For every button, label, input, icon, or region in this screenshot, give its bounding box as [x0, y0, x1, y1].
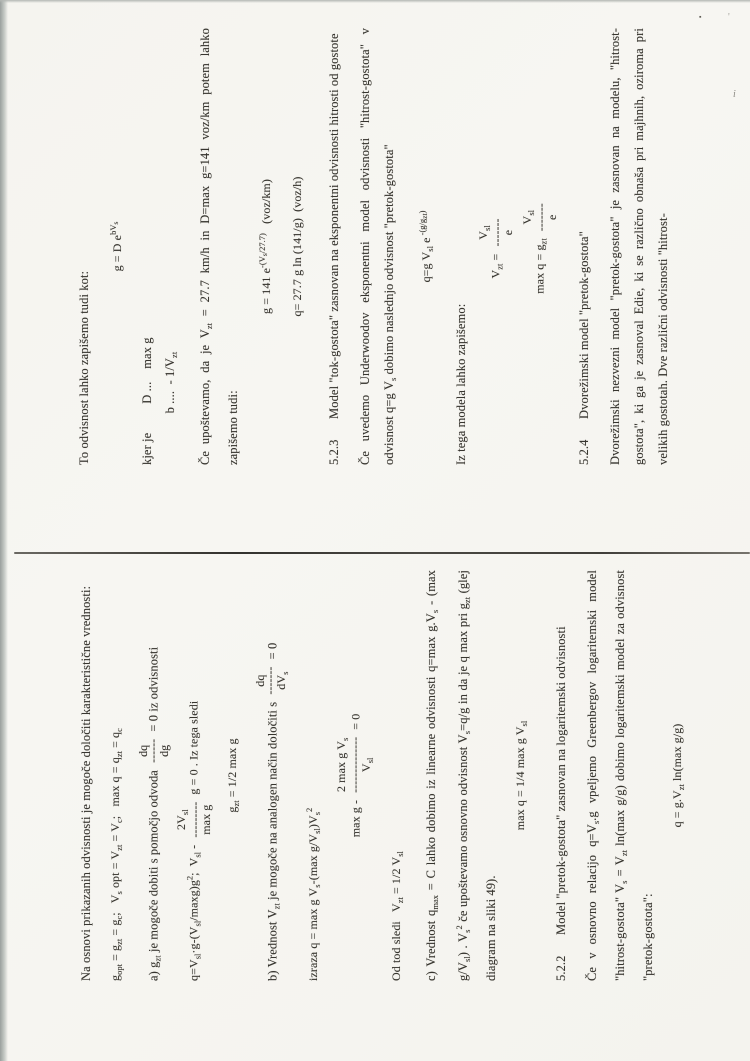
intro-paragraph: Na osnovi prikazanih odvisnosti je mogoče določiti karakteristične vrednosti: — [79, 585, 93, 981]
scan-speck: ' — [728, 12, 730, 23]
expression-line: izraza q = max g $V_s-(\max$ $g/V_{sl})V_s^2$ — [304, 807, 322, 981]
numeric-values-paragraph: Če upoštevamo, da je $V_{zt} = 27.7$ km/h in D=max g=141 voz/km potem lahko zapišemo tudi: — [198, 28, 240, 465]
exponential-density-formula: g = D $e^{bV_s}$ — [108, 221, 124, 272]
scan-speck: ▪ — [699, 13, 702, 21]
item-b-paragraph: b) Vrednost $V_{zt}$ je mogoče na analogen način določiti s dq ------- $dV_s$ = 0 — [253, 642, 290, 981]
section-title: Model "pretok-gostota" zasnovan na logaritemski odvisnosti — [554, 626, 568, 935]
fraction: $V_{sl}$ ------- e — [476, 218, 515, 247]
gzt-result-formula: $g_{zt} = 1/2$ max g — [225, 738, 241, 813]
q-numeric-formula: q= 27.7 g ln (141/g) (voz/h) — [290, 176, 304, 317]
g-numeric-formula: g = 141 $e^{-(V_s/27.7)}$ (voz/km) — [257, 179, 273, 314]
scan-edge-shadow-left — [0, 0, 8, 1061]
fraction: $2V_{sl}$ --------- max g — [174, 801, 213, 838]
edie-paragraph: Dvorežimski nezvezni model "pretok-gostota" je zasnovan na modelu, "hitrost-gostota", ki ga je zasnoval Edie, ki se različno obnaša pri majhnih, oziroma pri velikih gostotah. Dve različni odvisnosti "hitrost- — [608, 28, 670, 465]
underwood-formula: q=g $V_{sl}$ e $^{-(g/g_{zt})}$ — [417, 210, 435, 283]
max-q-formula: max q = 1/4 max g $V_{sl}$ — [513, 720, 529, 831]
item-a-paragraph: a) $g_{zt}$ je mogoče dobiti s pomočjo odvoda dq ------ dg = 0 iz odvisnosti — [136, 646, 171, 981]
vs-derivative-formula: max g - 2 max g $V_s$ -------------- $V_{sl}$ = 0 — [334, 713, 375, 838]
scan-edge-shadow-top — [0, 0, 750, 3]
model-write-paragraph: Iz tega modela lahko zapišemo: — [454, 303, 468, 465]
where-block: kjer je D ... max g b .... - $1/V_{zt}$ — [140, 337, 179, 465]
fraction: dq ------- $dV_s$ — [253, 666, 290, 695]
vzt-fraction-formula: $V_{zt}$ = $V_{sl}$ ------- e — [476, 218, 515, 279]
section-title: Model "tok-gostota" zasnovan na eksponentni odvisnosti hitrosti od gostote — [327, 33, 341, 419]
section-5-2-4-heading — [572, 28, 596, 465]
section-number: 5.2.4 — [577, 439, 591, 465]
linear-model-derivation-line: $q=V_{sl}\cdot g-(V_{sl}/\max g)g^2$; $V_{sl}$ - $2V_{sl}$ --------- max g g = 0 . Iz tega sledi — [174, 700, 213, 981]
page-divider-line — [14, 552, 750, 554]
section-title: Dvorežimski model "pretok-gostota" — [577, 231, 591, 419]
vzt-result-line: Od tod sledi $V_{zt} = 1/2$ $V_{sl}$ — [389, 851, 405, 981]
item-c-paragraph: c) Vrednost $q_{max} = C$ lahko dobimo iz linearne odvisnosti q=max $g.V_s - (\max$ $g/V_{sl}$) . $V_s^2$ če upoštevamo osnovno odvisnost $V_s=q/g$ in da je q max pri $g_{zt}$ (glej diagram na sliki 49). — [424, 569, 498, 981]
fraction: dq ------ dg — [136, 738, 171, 763]
section-5-2-3-heading — [322, 28, 346, 465]
greenberg-paragraph: Če v osnovno relacijo $q=V_s.g$ vpeljemo Greenbergov logaritemski model "hitrost-gostota" $V_s = V_{zt}$ ln(max g/g) dobimo logaritemski model za odvisnost "pretok-gostota": — [585, 570, 655, 981]
alt-form-paragraph: To odvisnost lahko zapišemo tudi kot: — [77, 270, 91, 465]
section-number: 5.2.3 — [327, 439, 341, 465]
maxq-fraction-formula: $\max q = g_{zt}$ $V_{sl}$ ------- e — [520, 203, 559, 294]
scan-speck: i — [733, 89, 736, 100]
section-number: 5.2.2 — [554, 955, 568, 981]
fraction: $V_{sl}$ ------- e — [520, 203, 559, 232]
page-left — [0, 556, 750, 1061]
fraction: 2 max g $V_s$ -------------- $V_{sl}$ — [334, 736, 375, 793]
characteristic-values-line: $g_{opt} = g_{zt} = g_c$; $V_s$ opt = $V_{zt} = V_c$; $\max q = q_{zt} = q_c$ — [108, 728, 124, 981]
section-5-2-2-heading — [549, 570, 573, 981]
greenberg-formula: $q = g.V_{zt}$ ln(max g/g) — [670, 723, 686, 828]
underwood-paragraph: Če uvedemo Underwoodov eksponentni model odvisnosti "hitrost-gostota" v odvisnost q=g $V_s$ dobimo naslednjo odvisnost "pretok-gostota" — [358, 28, 398, 465]
